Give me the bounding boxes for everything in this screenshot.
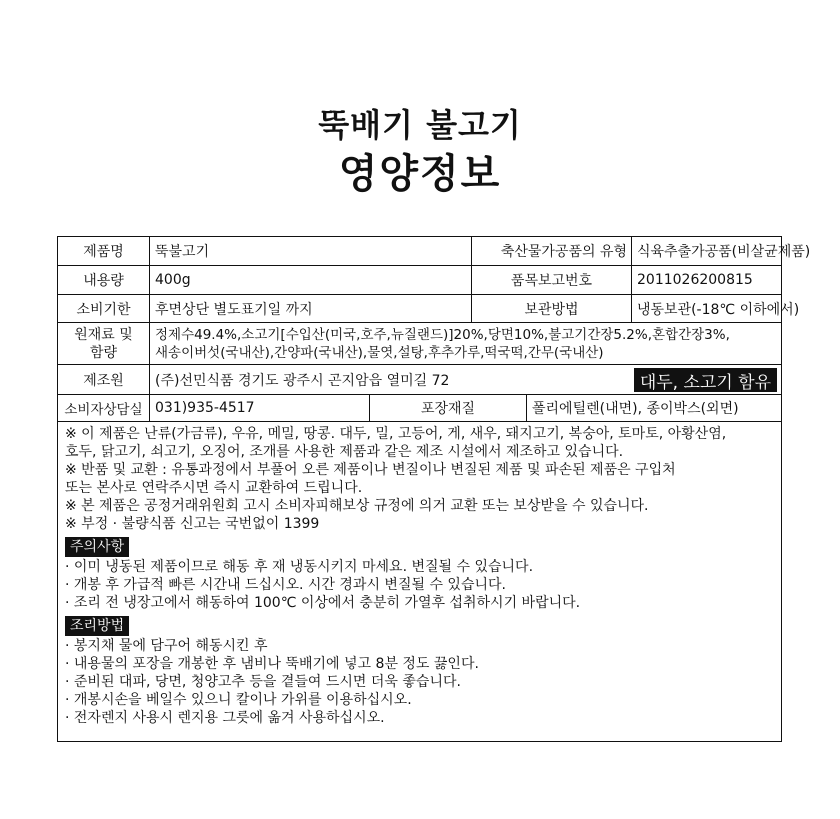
label-volume: 내용량 — [83, 273, 124, 289]
value-product-name: 뚝불고기 — [149, 237, 471, 265]
label-expiry: 소비기한 — [76, 301, 131, 318]
caution-heading: 주의사항 — [65, 537, 129, 557]
cooking-item: · 봉지채 물에 담구어 해동시킨 후 — [65, 638, 268, 654]
caution-item: · 개봉 후 가급적 빠른 시간내 드십시오. 시간 경과시 변질될 수 있습니다. — [65, 577, 506, 593]
row-consumer-center — [58, 395, 781, 422]
note-line: ※ 반품 및 교환 : 유통과정에서 부풀어 오른 제품이나 변질이나 변질된 제품 및 파손된 제품은 구입처 — [65, 462, 676, 478]
caution-item: · 조리 전 냉장고에서 해동하여 100℃ 이상에서 충분히 가열후 섭취하시기 바랍니다. — [65, 595, 581, 611]
note-line: 또는 본사로 연락주시면 즉시 교환하여 드립니다. — [65, 480, 363, 496]
value-volume: 400g — [149, 266, 471, 294]
cooking-item: · 개봉시손을 베일수 있으니 칼이나 가위를 이용하십시오. — [65, 692, 412, 708]
value-manufacturer: (주)선민식품 경기도 광주시 곤지암읍 열미길 72 — [149, 365, 781, 394]
label-product-name: 제품명 — [83, 244, 124, 260]
value-expiry: 후면상단 별도표기일 까지 — [149, 295, 471, 322]
label-storage: 보관방법 — [471, 295, 631, 322]
value-packaging: 폴리에틸렌(내면), 종이박스(외면) — [526, 395, 781, 421]
value-storage: 냉동보관(-18℃ 이하에서) — [631, 295, 781, 322]
product-title: 뚝배기 불고기 — [318, 106, 522, 144]
value-ingredients-line1: 정제수49.4%,소고기[수입산(미국,호주,뉴질랜드)]20%,당면10%,불고기간장5.2%,혼합간장3%, — [155, 326, 730, 343]
row-volume — [58, 266, 781, 295]
note-line: ※ 이 제품은 난류(가금류), 우유, 메밀, 땅콩. 대두, 밀, 고등어, 게, 새우, 돼지고기, 복숭아, 토마토, 아황산염, — [65, 426, 727, 442]
row-expiry — [58, 295, 800, 323]
cooking-heading: 조리방법 — [65, 616, 129, 636]
note-line: 호두, 닭고기, 쇠고기, 오징어, 조개를 사용한 제품과 같은 제조 시설에서 제조하고 있습니다. — [65, 444, 624, 460]
label-packaging: 포장재질 — [369, 395, 526, 421]
label-consumer-center: 소비자상담실 — [64, 402, 143, 418]
label-sheet — [57, 236, 811, 742]
label-report-number: 품목보고번호 — [471, 266, 631, 294]
allergen-badge: 대두, 소고기 함유 — [634, 368, 777, 392]
row-ingredients — [58, 323, 781, 365]
value-ingredients — [149, 323, 781, 364]
cooking-item: · 준비된 대파, 당면, 청양고추 등을 곁들여 드시면 더욱 좋습니다. — [65, 674, 461, 690]
note-line: ※ 부정 · 불량식품 신고는 국번없이 1399 — [65, 516, 320, 532]
label-ingredients — [58, 323, 149, 364]
caution-item: · 이미 냉동된 제품이므로 해동 후 재 냉동시키지 마세요. 변질될 수 있습니다. — [65, 559, 534, 575]
label-ingredients-line1: 원재료 및 — [74, 326, 133, 343]
note-line: ※ 본 제품은 공정거래위원회 고시 소비자피해보상 규정에 의거 교환 또는 보상받을 수 있습니다. — [65, 498, 649, 514]
notes-section — [65, 425, 777, 727]
cooking-item: · 전자렌지 사용시 렌지용 그릇에 옮겨 사용하십시오. — [65, 710, 385, 726]
value-consumer-phone: 031)935-4517 — [149, 395, 369, 421]
label-ingredients-line2: 함량 — [89, 344, 118, 361]
cooking-item: · 내용물의 포장을 개봉한 후 냄비나 뚝배기에 넣고 8분 정도 끓인다. — [65, 656, 479, 672]
page-subtitle: 영양정보 — [338, 151, 502, 197]
value-product-type: 식육추출가공품(비살균제품) — [631, 237, 781, 265]
label-product-type: 축산물가공품의 유형 — [471, 237, 631, 265]
label-manufacturer: 제조원 — [83, 372, 124, 389]
value-ingredients-line2: 새송이버섯(국내산),간양파(국내산),물엿,설탕,후추가루,떡국떡,간무(국내산) — [155, 344, 604, 361]
row-manufacturer — [58, 365, 781, 395]
value-report-number: 2011026200815 — [631, 266, 781, 294]
row-product-name — [58, 237, 811, 266]
